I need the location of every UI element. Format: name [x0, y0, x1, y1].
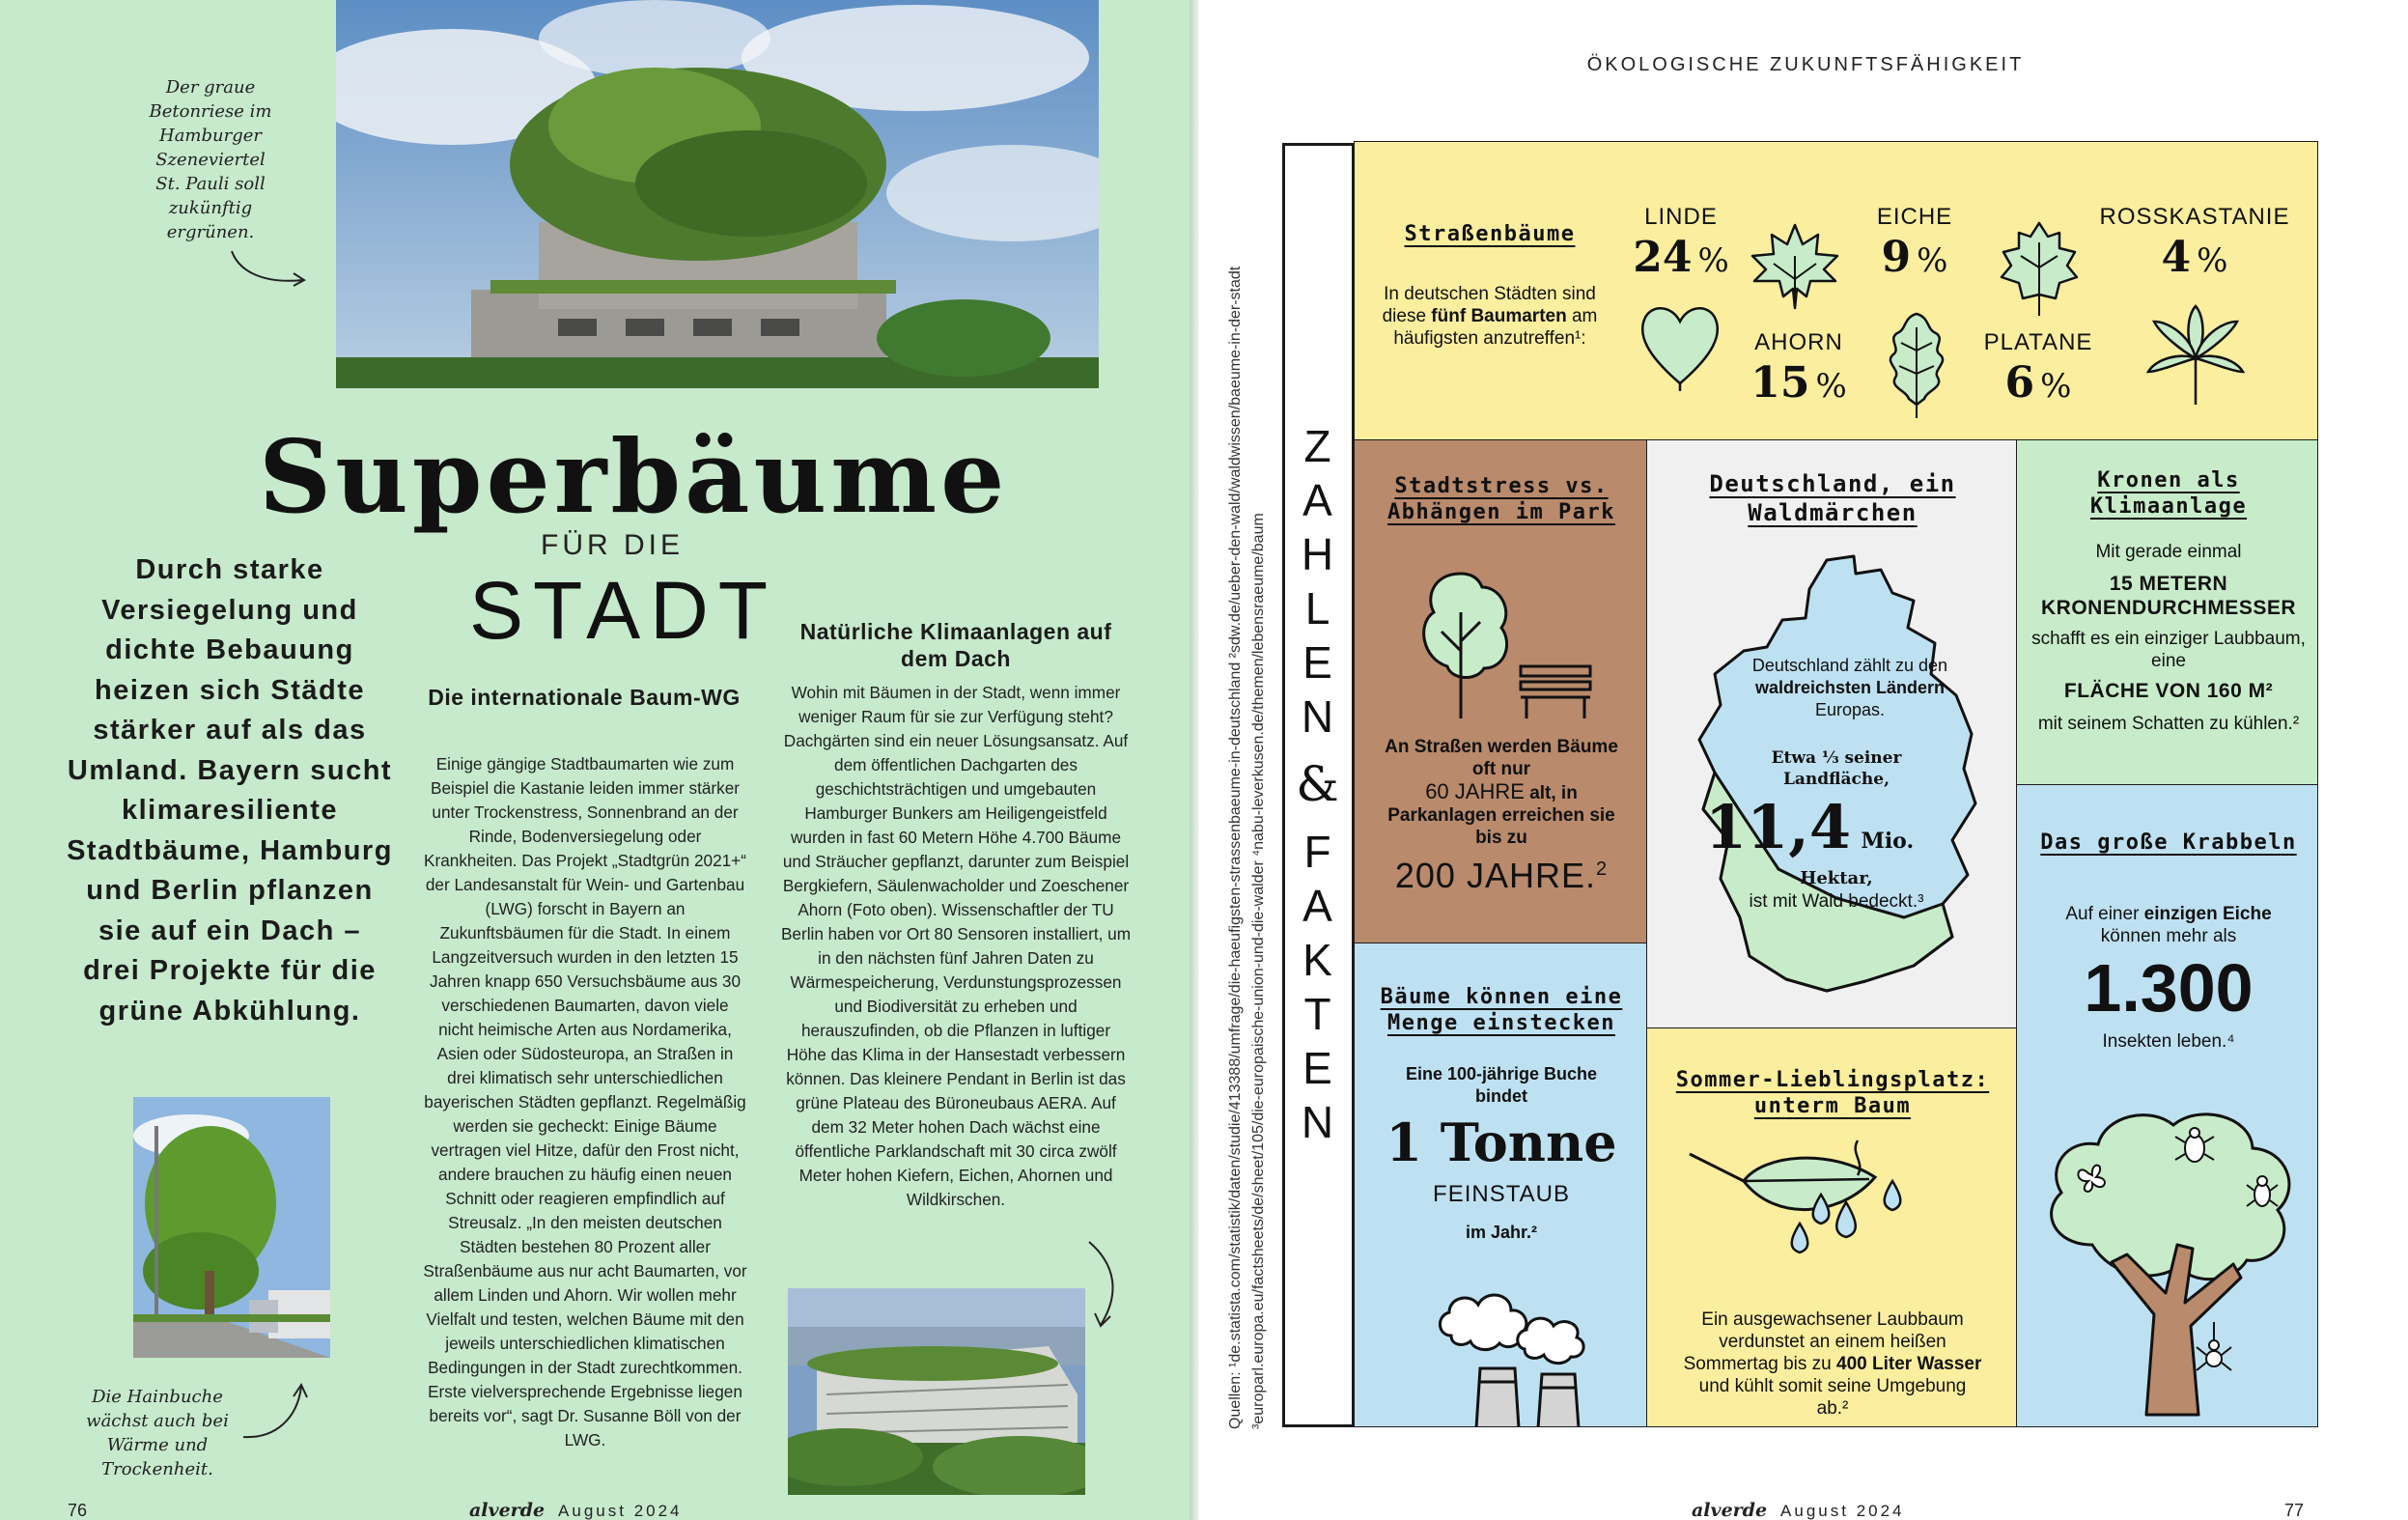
cell-title: Stadtstress vs. Abhängen im Park — [1387, 474, 1615, 524]
section-head-dach: Natürliche Klimaanlagen auf dem Dach — [799, 619, 1112, 671]
stat-kronen: 15 METERN KRONENDURCHMESSER — [2040, 573, 2297, 619]
vertical-letter: K — [1302, 935, 1332, 985]
hainbuche-caption: Die Hainbuche wächst auch bei Wärme und Trockenheit. — [86, 1387, 229, 1479]
section-header: ÖKOLOGISCHE ZUKUNFTSFÄHIGKEIT — [1586, 54, 2025, 75]
vertical-letter: A — [1302, 881, 1332, 931]
cell-title: Deutschland, ein Waldmärchen — [1709, 470, 1956, 526]
lead-paragraph: Durch starke Versiegelung und dichte Bebauung heizen sich Städte stärker auf als das Umland. Bayern sucht klimaresiliente Stadtbäume, Hamburg und Berlin pflanzen sie auf ein Dach – drei Projekte für die grüne Abkühlung. — [67, 554, 393, 1027]
curved-arrow-icon — [238, 1379, 315, 1447]
cell-text: mit seinem Schatten zu kühlen.² — [2037, 714, 2300, 734]
vertical-letter: F — [1303, 827, 1331, 877]
cell-strassenbaeume — [1354, 141, 2318, 440]
stat-11-4-mio: 11,4 Mio. — [1705, 792, 1915, 862]
vertical-letter: A — [1302, 475, 1332, 525]
cell-title: Das große Krabbeln — [2040, 830, 2297, 855]
oak-tree-insects-icon — [2034, 1100, 2305, 1419]
stat-flaeche: FLÄCHE VON 160 M² — [2063, 680, 2274, 702]
stat-1300: 1.300 — [2084, 950, 2254, 1026]
tree-label-platane: PLATANE — [1983, 329, 2093, 355]
tree-label-rosskastanie: ROSSKASTANIE — [2099, 204, 2290, 230]
tree-label-ahorn: AHORN — [1754, 329, 1843, 355]
cell-text: Ein ausgewachsener Laubbaum verdunstet an einem heißen Sommertag bis zu 400 Liter Wasser und kühlt somit seine Umgebung ab.² — [1683, 1309, 1982, 1419]
chimney-smoke-icon — [1432, 1278, 1606, 1427]
vertical-letter: Z — [1303, 421, 1331, 471]
stat-200-jahre: 200 JAHRE.$^2$ — [1394, 856, 1609, 895]
maple-leaf-icon — [1747, 221, 1843, 314]
linden-leaf-icon — [1637, 296, 1723, 393]
vertical-letter: L — [1304, 583, 1330, 633]
cell-text: im Jahr.² — [1465, 1223, 1538, 1242]
cell-text: schafft es ein einziger Laubbaum, eine — [2031, 629, 2306, 671]
cell-text: Auf einer einzigen Eiche können mehr als — [2065, 904, 2272, 946]
tree-pct-eiche: 9 % — [1881, 233, 1948, 282]
title-sub-big: STADT — [469, 565, 778, 656]
title-sub-small: FÜR DIE — [541, 529, 684, 561]
bunker-caption: Der graue Betonriese im Hamburger Szeneviertel St. Pauli soll zukünftig ergrünen. — [149, 77, 272, 242]
hainbuche-photo — [133, 1097, 330, 1358]
vertical-letter: N — [1301, 1097, 1334, 1147]
footer-right — [1692, 1500, 1905, 1520]
tree-pct-linde: 24 % — [1633, 233, 1729, 282]
down-arrow-icon — [1081, 1236, 1130, 1333]
cell-text: Eine 100-jährige Buche bindet — [1405, 1064, 1598, 1106]
footer-left — [469, 1500, 683, 1520]
cell-stadtstress — [1354, 439, 1647, 943]
page-number-left: 76 — [68, 1501, 88, 1520]
cell-text: Hektar, — [1800, 868, 1873, 888]
tree-pct-ahorn: 15 % — [1750, 358, 1847, 408]
tree-label-linde: LINDE — [1644, 204, 1718, 230]
sources-note: Quellen: ¹de.statista.com/statistik/daten/studie/413388/umfrage/die-haeufigsten-strassenbaeume-in-deutschland ²sdw.de/ueber-den-wald/waldwissen/baeume-in-der-stadt ³europarl.europa.eu/factsheets/de/sheet/105/die-europaische-union-und-die-walder ⁴nabu-leverkusen.de/themen/lebensraeume/baum — [1227, 266, 1267, 1429]
cell-title: Sommer-Lieblingsplatz: unterm Baum — [1675, 1068, 1990, 1118]
vertical-letter: H — [1301, 529, 1334, 579]
tree-pct-rosskastanie: 4 % — [2161, 233, 2228, 282]
page-number-right: 77 — [2284, 1501, 2305, 1520]
cell-text: An Straßen werden Bäume oft nur 60 JAHRE alt, in Parkanlagen erreichen sie bis zu — [1385, 737, 1618, 848]
tree-bench-icon — [1413, 554, 1596, 728]
oak-leaf-icon — [1882, 308, 1951, 422]
tree-label-eiche: EICHE — [1876, 204, 1953, 230]
issue-date: August 2024 — [558, 1502, 683, 1520]
cell-title: Kronen als Klimaanlage — [2089, 468, 2248, 519]
brand-logo: alverde — [469, 1500, 546, 1520]
cell-krabbeln — [2016, 784, 2318, 1427]
stat-1-tonne: 1 Tonne — [1386, 1112, 1617, 1173]
section-body-dach: Wohin mit Bäumen in der Stadt, wenn immer weniger Raum für sie zur Verfügung steht? Dachgärten sind ein neuer Lösungsansatz. Auf dem öffentlichen Dachgarten des geschichtsträchtigen und umgebauten Hamburger Bunkers am Heiligengeistfeld wurden in fast 60 Metern Höhe 4.700 Bäume und Sträucher gepflanzt, darunter zum Beispiel Bergkiefern, Säulenwacholder und Zoeschener Ahorn (Foto oben). Wissenschaftler der TU Berlin haben vor Ort 80 Sensoren installiert, um in den nächsten fünf Jahren Daten zu Wärmespeicherung, Verdunstungsprozessen und Biodiversität zu erheben und herauszufinden, ob die Pflanzen in luftiger Höhe das Klima in der Hansestadt verbessern können. Das kleinere Pendant in Berlin ist das grüne Plateau des Büroneubaus AERA. Auf dem 32 Meter hohen Dach wächst eine öffentliche Parklandschaft mit 30 circa zwölf Meter hohen Kiefern, Eichen, Ahornen und Wildkirschen. — [780, 683, 1132, 1209]
tree-pct-platane: 6 % — [2004, 358, 2072, 408]
aera-roof-photo — [788, 1288, 1085, 1495]
left-page — [0, 0, 1190, 1520]
page-gutter — [1190, 0, 1199, 1520]
vertical-letter: E — [1302, 637, 1332, 688]
cell-text: Insekten leben.⁴ — [2102, 1031, 2235, 1052]
cell-title: Straßenbäume — [1404, 222, 1576, 246]
cell-text: In deutschen Städten sind diese fünf Baumarten am häufigsten anzutreffen¹: — [1382, 284, 1598, 349]
issue-date: August 2024 — [1780, 1502, 1905, 1520]
cell-text: FEINSTAUB — [1433, 1181, 1570, 1207]
cell-deutschland — [1646, 439, 2017, 1028]
section-head-baum-wg: Die internationale Baum-WG — [428, 685, 741, 710]
bunker-photo — [336, 0, 1099, 388]
leaf-water-drops-icon — [1686, 1135, 1918, 1280]
vertical-letter: T — [1303, 989, 1331, 1039]
page-title: Superbäume — [259, 417, 1009, 536]
cell-title: Bäume können eine Menge einstecken — [1380, 985, 1623, 1035]
vertical-letter: E — [1302, 1043, 1332, 1093]
infobox-cells — [1282, 143, 2317, 1427]
cell-text: Etwa ⅓ seiner Landfläche, — [1771, 748, 1902, 789]
cell-text: Deutschland zählt zu den waldreichsten Ländern Europas. — [1751, 656, 1948, 719]
vertical-letter: N — [1301, 691, 1334, 742]
cell-sommer — [1646, 1027, 2017, 1427]
vertical-ampersand: & — [1296, 756, 1339, 812]
cell-kronen — [2016, 439, 2318, 785]
cell-text: Mit gerade einmal — [2095, 542, 2242, 562]
section-body-baum-wg: Einige gängige Stadtbaumarten wie zum Beispiel die Kastanie leiden immer stärker unter Trockenstress, Sonnenbrand an der Rinde, Bodenversiegelung oder Krankheiten. Das Projekt „Stadtgrün 2021+“ der Landesanstalt für Wein- und Gartenbau (LWG) forscht in Bayern an Zukunftsbäumen für die Stadt. In einem Langzeitversuch wurden in den letzten 15 Jahren knapp 650 Versuchsbäume aus 30 verschiedenen Baumarten, davon viele nicht heimische Arten aus Nordamerika, Asien oder Südosteuropa, an Straßen in drei klimatisch sehr unterschiedlichen bayerischen Städten gepflanzt. Regelmäßig werden sie gecheckt: Einige Bäume vertragen viel Hitze, dafür den Frost nicht, andere brauchen zu häufig einen neuen Schnitt oder reagieren empfindlich auf Streusalz. „In den meisten deutschen Städten bestehen 80 Prozent aller Straßenbäume aus nur acht Baumarten, vor allem Linden und Ahorn. Wir wollen mehr Vielfalt und testen, welchen Bäume mit den jeweils unterschiedlichen klimatischen Bedingungen in der Stadt zurechtkommen. Erste vielversprechende Ergebnisse liegen bereits vor“, sagt Dr. Susanne Böll von der LWG. — [423, 754, 747, 1450]
chestnut-leaf-icon — [2142, 302, 2249, 408]
brand-logo: alverde — [1692, 1500, 1768, 1520]
cell-menge — [1354, 943, 1647, 1427]
curved-arrow-icon — [226, 243, 313, 292]
plane-leaf-icon — [1996, 219, 2083, 320]
cell-text: ist mit Wald bedeckt.³ — [1749, 891, 1924, 912]
